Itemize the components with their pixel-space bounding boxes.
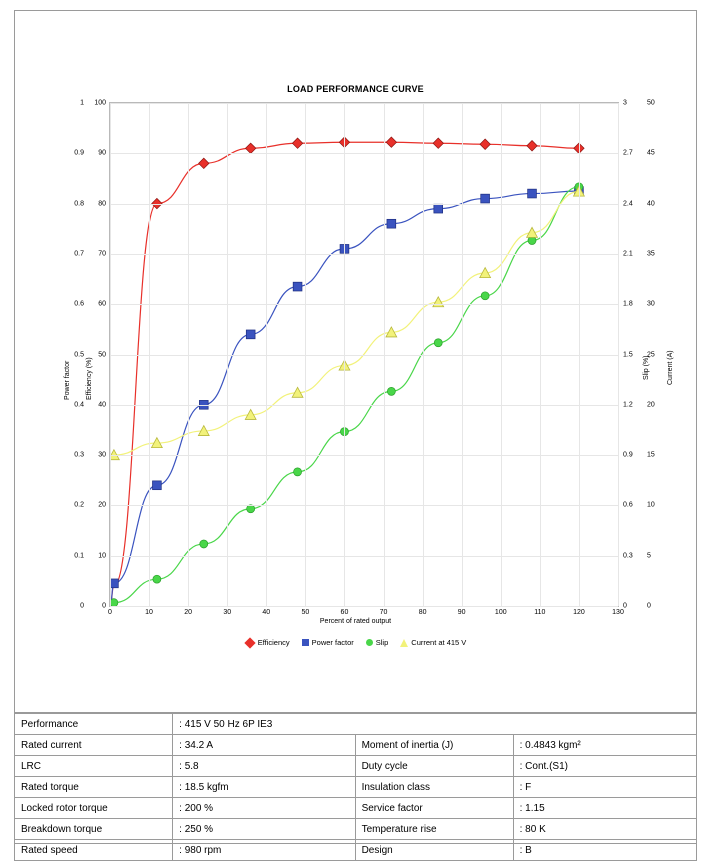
axis-tick-label: 0.4 — [74, 401, 84, 409]
data-point-marker — [152, 481, 161, 490]
circle-marker-icon — [366, 639, 373, 646]
axis-tick-label: 70 — [98, 250, 106, 258]
axis-tick-label: 90 — [457, 609, 466, 616]
axis-tick-label: 100 — [94, 99, 106, 107]
spec-value: : F — [513, 777, 696, 798]
axis-tick-label: 10 — [98, 552, 106, 560]
axis-tick-label: 0 — [647, 602, 651, 610]
legend-label: Efficiency — [257, 638, 290, 647]
spec-label: Moment of inertia (J) — [355, 735, 513, 756]
table-row — [15, 840, 697, 861]
data-point-marker — [153, 575, 161, 583]
spec-label: Breakdown torque — [15, 819, 173, 840]
gridline-horizontal — [110, 556, 618, 557]
axis-tick-label: 0.1 — [74, 552, 84, 560]
axis-tick-label: 0.8 — [74, 200, 84, 208]
data-point-marker — [245, 143, 255, 153]
gridline-horizontal — [110, 606, 618, 607]
axis-tick-label: 20 — [184, 609, 193, 616]
legend-item-current — [400, 638, 466, 647]
axis-title-x: Percent of rated output — [319, 618, 392, 625]
axis-title-efficiency: Efficiency (%) — [86, 357, 93, 400]
gridline-horizontal — [110, 505, 618, 506]
axis-tick-label: 50 — [98, 351, 106, 358]
spec-value: : 5.8 — [173, 756, 355, 777]
axis-title-power-factor: Power factor — [64, 360, 71, 400]
axis-tick-label: 60 — [98, 300, 106, 308]
spec-value: : 250 % — [173, 819, 355, 840]
data-point-marker — [481, 194, 490, 203]
spec-value: : B — [513, 840, 696, 861]
data-point-marker — [387, 387, 395, 395]
axis-tick-label: 70 — [379, 609, 388, 616]
axis-tick-label: 0 — [108, 609, 112, 616]
data-point-marker — [481, 292, 489, 300]
performance-label: Performance — [15, 714, 173, 735]
gridline-horizontal — [110, 455, 618, 456]
axis-tick-label: 45 — [647, 149, 655, 157]
axis-tick-label: 40 — [262, 609, 271, 616]
axis-tick-label: 30 — [98, 451, 106, 459]
axis-tick-label: 0 — [80, 602, 84, 610]
spec-label: Service factor — [355, 798, 513, 819]
axis-tick-label: 5 — [647, 552, 651, 560]
gridline-horizontal — [110, 204, 618, 205]
axis-title-slip: Slip (%) — [643, 355, 650, 380]
plot-area — [109, 102, 619, 607]
spec-value: : 18.5 kgfm — [173, 777, 355, 798]
spec-label: Locked rotor torque — [15, 798, 173, 819]
axis-tick-label: 0.9 — [74, 149, 84, 157]
axis-tick-label: 0.3 — [623, 552, 633, 560]
spec-value: : 0.4843 kgm² — [513, 735, 696, 756]
spec-label: Duty cycle — [355, 756, 513, 777]
square-marker-icon — [302, 639, 309, 646]
axis-tick-label: 0 — [623, 602, 627, 610]
spec-value: : 80 K — [513, 819, 696, 840]
axis-tick-label: 0.9 — [623, 451, 633, 459]
legend-label: Current at 415 V — [411, 638, 467, 647]
data-point-marker — [527, 141, 537, 151]
axis-tick-label: 20 — [647, 401, 655, 409]
table-row — [15, 756, 697, 777]
axis-tick-label: 50 — [647, 99, 655, 107]
data-point-marker — [433, 138, 443, 148]
gridline-vertical — [618, 103, 619, 606]
axis-tick-label: 1.2 — [623, 401, 633, 409]
data-point-marker — [386, 137, 396, 147]
axis-tick-label: 0.7 — [74, 250, 84, 258]
spec-value: : 980 rpm — [173, 840, 355, 861]
table-row — [15, 777, 697, 798]
axis-tick-label: 2.1 — [623, 250, 633, 258]
axis-tick-label: 50 — [301, 609, 310, 616]
spec-label: Rated speed — [15, 840, 173, 861]
axis-tick-label: 3 — [623, 99, 627, 107]
axis-tick-label: 15 — [647, 451, 655, 459]
data-point-marker — [387, 219, 396, 228]
data-point-marker — [294, 468, 302, 476]
table-row — [15, 798, 697, 819]
axis-tick-label: 10 — [647, 501, 655, 509]
axis-tick-label: 60 — [340, 609, 349, 616]
data-point-marker — [292, 138, 302, 148]
spec-label: Design — [355, 840, 513, 861]
data-point-marker — [528, 189, 537, 198]
chart-block — [14, 10, 697, 710]
axis-tick-label: 40 — [647, 200, 655, 208]
spec-value: : 1.15 — [513, 798, 696, 819]
axis-tick-label: 30 — [223, 609, 232, 616]
chart-legend — [14, 638, 697, 647]
spec-label: Rated torque — [15, 777, 173, 798]
axis-tick-label: 1.8 — [623, 300, 633, 308]
spec-value: : 34.2 A — [173, 735, 355, 756]
legend-item-power-factor — [302, 638, 354, 647]
spec-label: Rated current — [15, 735, 173, 756]
axis-tick-label: 1.5 — [623, 351, 633, 358]
legend-item-efficiency — [245, 638, 290, 647]
axis-tick-label: 0 — [102, 602, 106, 610]
gridline-horizontal — [110, 304, 618, 305]
chart-title: LOAD PERFORMANCE CURVE — [287, 84, 424, 94]
spec-label: Insulation class — [355, 777, 513, 798]
gridline-horizontal — [110, 355, 618, 356]
table-row — [15, 735, 697, 756]
data-point-marker — [110, 599, 118, 606]
data-point-marker — [293, 282, 302, 291]
axis-tick-label: 10 — [145, 609, 153, 616]
spec-label: Temperature rise — [355, 819, 513, 840]
axis-tick-label: 0.6 — [623, 501, 633, 509]
axis-title-current: Current (A) — [667, 350, 674, 385]
axis-tick-label: 90 — [98, 149, 106, 157]
data-point-marker — [434, 204, 443, 213]
spec-value: : 200 % — [173, 798, 355, 819]
axis-tick-label: 2.7 — [623, 149, 633, 157]
data-point-marker — [480, 139, 490, 149]
data-point-marker — [110, 579, 118, 588]
axis-tick-label: 40 — [98, 401, 106, 409]
axis-tick-label: 25 — [647, 351, 655, 358]
legend-label: Power factor — [311, 638, 354, 647]
data-point-marker — [434, 339, 442, 347]
axis-tick-label: 2.4 — [623, 200, 633, 208]
axis-tick-label: 30 — [647, 300, 655, 308]
axis-tick-label: 35 — [647, 250, 655, 258]
axis-tick-label: 0.6 — [74, 300, 84, 308]
axis-tick-label: 0.3 — [74, 451, 84, 459]
data-point-marker — [246, 330, 255, 339]
spec-label: LRC — [15, 756, 173, 777]
performance-value: : 415 V 50 Hz 6P IE3 — [173, 714, 697, 735]
legend-label: Slip — [375, 638, 389, 647]
axis-tick-label: 100 — [494, 609, 507, 616]
gridline-horizontal — [110, 153, 618, 154]
diamond-marker-icon — [244, 637, 255, 648]
axis-tick-label: 130 — [612, 609, 624, 616]
axis-tick-label: 110 — [534, 609, 546, 616]
data-point-marker — [199, 158, 209, 168]
table-row — [15, 819, 697, 840]
axis-tick-label: 1 — [80, 99, 84, 107]
gridline-horizontal — [110, 405, 618, 406]
specification-table — [14, 712, 697, 861]
gridline-horizontal — [110, 254, 618, 255]
triangle-marker-icon — [400, 639, 408, 647]
axis-tick-label: 80 — [98, 200, 106, 208]
axis-tick-label: 0.2 — [74, 501, 84, 509]
table-row-performance — [15, 714, 697, 735]
axis-tick-label: 0.5 — [74, 351, 84, 358]
axis-tick-label: 120 — [573, 609, 585, 616]
data-point-marker — [200, 540, 208, 548]
spec-value: : Cont.(S1) — [513, 756, 696, 777]
gridline-horizontal — [110, 103, 618, 104]
axis-tick-label: 80 — [418, 609, 427, 616]
axis-tick-label: 20 — [98, 501, 106, 509]
legend-item-slip — [366, 638, 389, 647]
